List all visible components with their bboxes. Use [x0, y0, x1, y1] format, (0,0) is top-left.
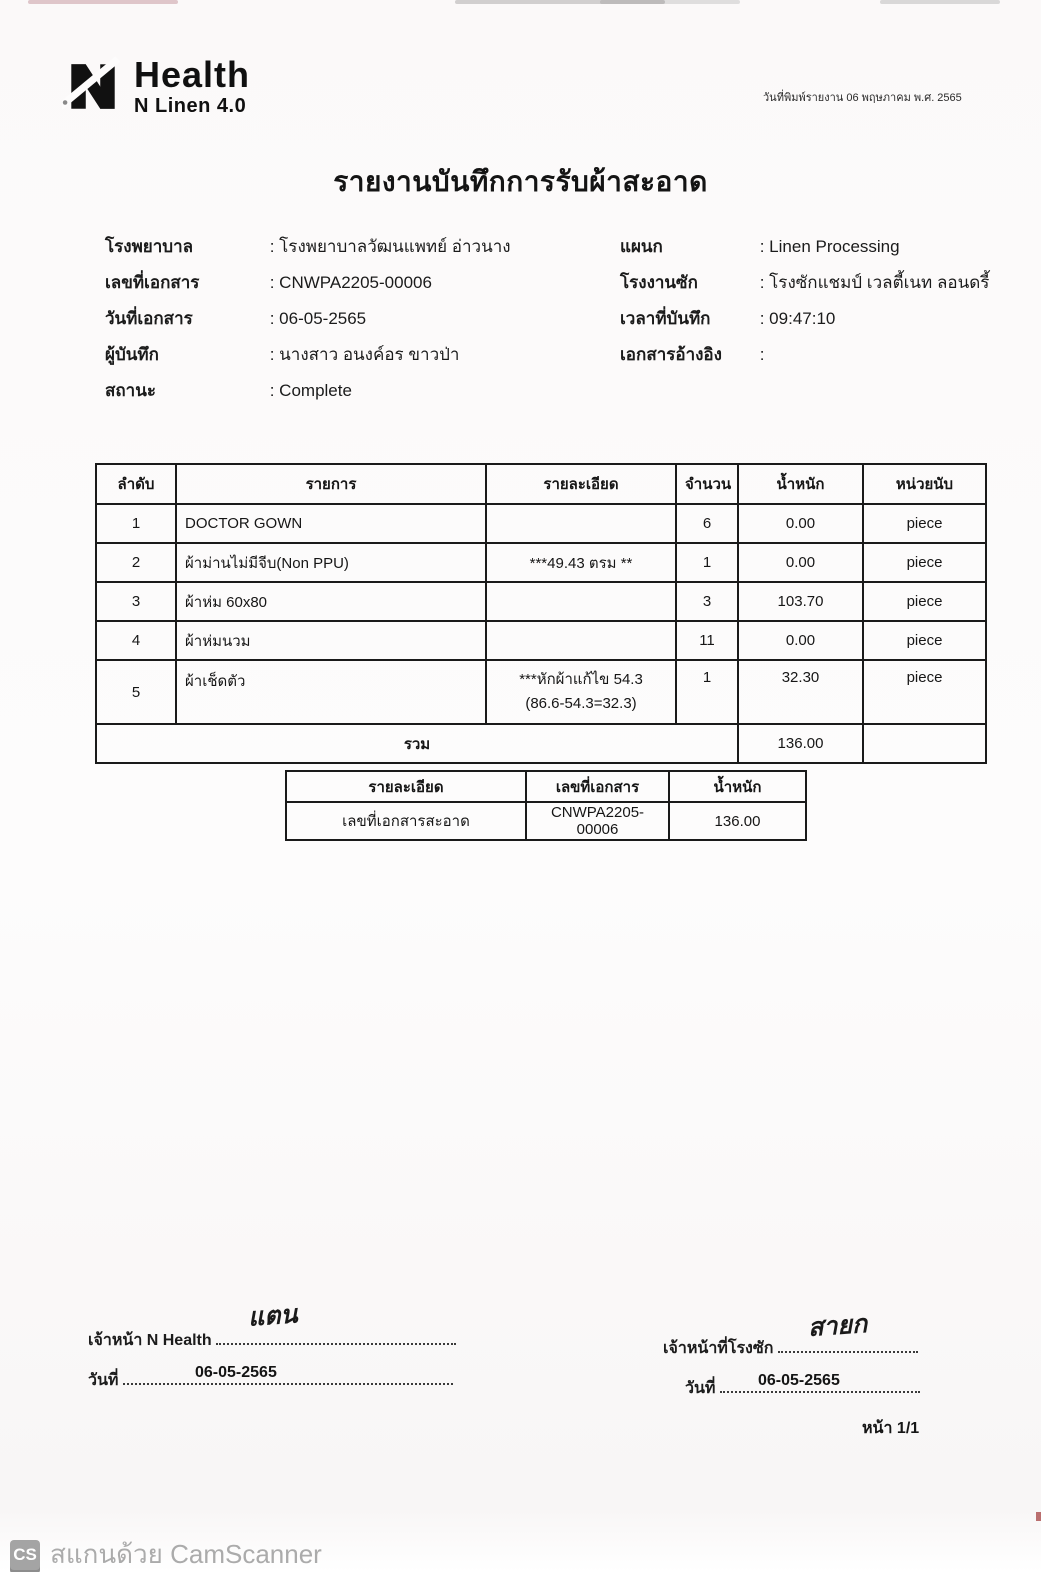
field-doc-number [105, 269, 432, 296]
signature-label: เจ้าหน้า N Health [88, 1332, 212, 1349]
handwritten-date: 06-05-2565 [758, 1372, 840, 1389]
cell-qty: 3 [676, 582, 738, 621]
field-label: วันที่เอกสาร [105, 309, 193, 328]
field-value: : โรงซักแชมป์ เวลตี้เนท ลอนดรี้ [759, 273, 990, 292]
items-table [95, 463, 987, 764]
field-value: : 09:47:10 [759, 309, 836, 328]
field-value: : CNWPA2205-00006 [269, 273, 432, 292]
print-date-note: วันที่พิมพ์รายงาน 06 พฤษภาคม พ.ศ. 2565 [763, 92, 962, 104]
scan-artifact [1036, 1512, 1041, 1521]
items-table-header-row [96, 464, 986, 504]
items-table-total-row [96, 724, 986, 763]
field-label: สถานะ [105, 381, 156, 400]
summary-cell-detail: เลขที่เอกสารสะอาด [286, 802, 526, 840]
camscanner-icon: CS [10, 1540, 40, 1570]
field-label: เลขที่เอกสาร [105, 273, 200, 292]
cell-qty: 11 [676, 621, 738, 660]
cell-weight: 103.70 [738, 582, 863, 621]
summary-header-docno: เลขที่เอกสาร [526, 771, 669, 802]
col-header-detail: รายละเอียด [486, 464, 676, 504]
handwritten-date: 06-05-2565 [195, 1364, 277, 1381]
table-row [96, 582, 986, 621]
cell-detail: ***49.43 ตรม ** [486, 543, 676, 582]
summary-cell-docno: CNWPA2205-00006 [526, 802, 669, 840]
cell-weight: 0.00 [738, 621, 863, 660]
cell-weight: 0.00 [738, 504, 863, 543]
field-department [620, 233, 900, 260]
total-label: รวม [96, 724, 738, 763]
field-laundry-factory [620, 269, 989, 296]
total-empty-cell [863, 724, 986, 763]
scan-artifact [600, 0, 740, 4]
cell-no: 2 [96, 543, 176, 582]
field-label: แผนก [620, 237, 663, 256]
cell-detail [486, 582, 676, 621]
cell-weight: 0.00 [738, 543, 863, 582]
field-value: : 06-05-2565 [269, 309, 367, 328]
col-header-unit: หน่วยนับ [863, 464, 986, 504]
cell-qty: 1 [676, 660, 738, 724]
date-label: วันที่ [88, 1372, 119, 1389]
field-label: โรงงานซัก [620, 273, 698, 292]
logo-brand-text: Health [134, 54, 251, 95]
date-label: วันที่ [685, 1380, 716, 1397]
table-row [286, 802, 806, 840]
cell-item: DOCTOR GOWN [176, 504, 486, 543]
field-label: เวลาที่บันทึก [620, 309, 711, 328]
field-reference-doc [620, 341, 764, 368]
cell-item: ผ้าเช็ดตัว [176, 660, 486, 724]
status-value: : Complete [269, 381, 352, 400]
table-row [96, 660, 986, 724]
field-hospital [105, 233, 511, 260]
field-status [105, 377, 352, 404]
camscanner-watermark [10, 1534, 322, 1572]
cell-detail [486, 660, 676, 724]
field-label: โรงพยาบาล [105, 237, 194, 256]
cell-no: 5 [96, 660, 176, 724]
summary-header-detail: รายละเอียด [286, 771, 526, 802]
cell-unit: piece [863, 543, 986, 582]
laundry-officer-signature-line [663, 1336, 918, 1361]
scan-artifact [28, 0, 178, 4]
col-header-no: ลำดับ [96, 464, 176, 504]
cell-detail [486, 504, 676, 543]
col-header-weight: น้ำหนัก [738, 464, 863, 504]
date-dotted-line [123, 1369, 453, 1385]
summary-cell-weight: 136.00 [669, 802, 806, 840]
signature-label: เจ้าหน้าที่โรงซัก [663, 1340, 774, 1357]
cell-no: 1 [96, 504, 176, 543]
field-label: ผู้บันทึก [105, 345, 159, 364]
table-row [96, 504, 986, 543]
cell-unit: piece [863, 504, 986, 543]
field-value: : [759, 345, 765, 364]
field-value: : นางสาว อนงค์อร ขาวป่า [269, 345, 460, 364]
cell-no: 3 [96, 582, 176, 621]
total-weight: 136.00 [738, 724, 863, 763]
cell-unit: piece [863, 660, 986, 724]
col-header-qty: จำนวน [676, 464, 738, 504]
col-header-item: รายการ [176, 464, 486, 504]
handwritten-signature: แตน [247, 1299, 299, 1332]
summary-header-weight: น้ำหนัก [669, 771, 806, 802]
page-number: หน้า 1/1 [862, 1420, 920, 1437]
table-row [96, 621, 986, 660]
cell-qty: 6 [676, 504, 738, 543]
table-row [96, 543, 986, 582]
cell-weight: 32.30 [738, 660, 863, 724]
n-health-logo [62, 55, 250, 118]
cell-unit: piece [863, 621, 986, 660]
detail-line-2: (86.6-54.3=32.3) [525, 695, 637, 712]
cell-detail [486, 621, 676, 660]
cell-unit: piece [863, 582, 986, 621]
field-value: : Linen Processing [759, 237, 900, 256]
field-recorder [105, 341, 459, 368]
scan-artifact [880, 0, 1000, 4]
cell-item: ผ้าห่ม 60x80 [176, 582, 486, 621]
cell-qty: 1 [676, 543, 738, 582]
handwritten-signature: สายก [807, 1308, 868, 1343]
n-health-logo-icon [62, 55, 124, 117]
field-value: : โรงพยาบาลวัฒนแพทย์ อ่าวนาง [269, 237, 511, 256]
summary-table [285, 770, 807, 841]
cell-item: ผ้าห่มนวม [176, 621, 486, 660]
detail-line-1: ***หักผ้าแก้ไข 54.3 [519, 671, 643, 688]
field-record-time [620, 305, 835, 332]
cell-no: 4 [96, 621, 176, 660]
document-title: รายงานบันทึกการรับผ้าสะอาด [333, 166, 708, 197]
field-doc-date [105, 305, 366, 332]
cell-item: ผ้าม่านไม่มีจีบ(Non PPU) [176, 543, 486, 582]
camscanner-text: สแกนด้วย CamScanner [50, 1539, 322, 1569]
summary-table-header-row [286, 771, 806, 802]
field-label: เอกสารอ้างอิง [620, 345, 722, 364]
logo-subbrand-text: N Linen 4.0 [134, 94, 247, 117]
